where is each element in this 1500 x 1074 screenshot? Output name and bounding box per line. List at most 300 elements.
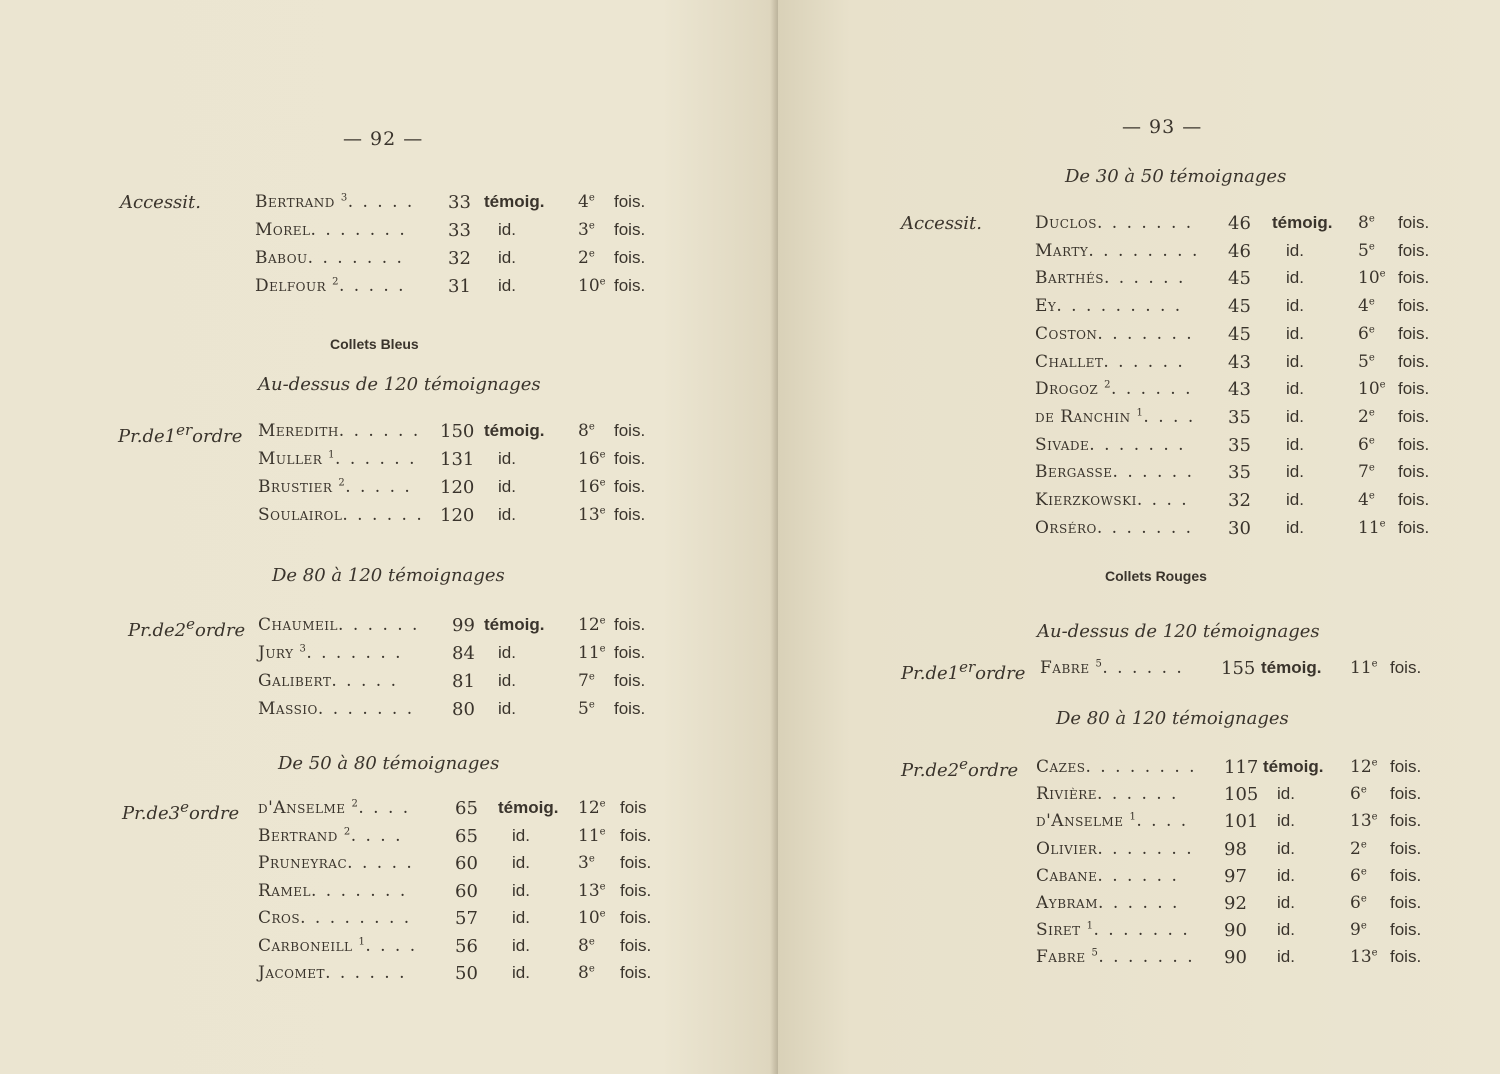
fois-label: fois (620, 798, 647, 817)
rank-ordinal (578, 192, 595, 212)
rank-number: 7 (578, 671, 589, 691)
rank-number: 8 (578, 421, 589, 441)
testimony-unit: id. (1286, 323, 1304, 343)
rank-suffix: e (1368, 462, 1375, 474)
rank-suffix: e (588, 192, 595, 204)
testimony-count: 99 (452, 615, 475, 636)
rank-suffix: e (588, 853, 595, 865)
leader-dots: . . . . (1136, 490, 1189, 510)
testimony-unit: id. (1277, 838, 1295, 858)
rank-number: 13 (1350, 947, 1372, 968)
testimony-count: 120 (440, 477, 475, 498)
footnote-mark: 3 (340, 192, 348, 204)
rank-ordinal (578, 908, 606, 928)
leader-dots: . . . . . . . (317, 699, 415, 719)
entry-name (1036, 839, 1194, 859)
testimony-unit: id. (512, 853, 530, 872)
fois-label: fois. (614, 248, 646, 267)
student-name: Bertrand (258, 825, 338, 846)
leader-dots: . . . . (358, 798, 411, 818)
rank-number: 4 (1358, 490, 1369, 510)
group-heading: De 50 à 80 témoignages (278, 753, 500, 774)
student-name: Jacomet (258, 963, 326, 983)
testimony-count: 46 (1228, 213, 1251, 234)
rank-suffix: e (599, 825, 606, 837)
rank-ordinal (578, 248, 595, 268)
student-name: Ramel (258, 880, 311, 901)
testimony-unit: id. (498, 276, 516, 295)
entry-name (258, 477, 412, 497)
testimony-count: 35 (1228, 462, 1251, 484)
entry-name (258, 615, 419, 635)
student-name: d'Anselme (258, 798, 346, 818)
testimony-count: 101 (1224, 811, 1259, 833)
student-name: Cros (258, 908, 301, 928)
testimony-unit: témoig. (484, 192, 545, 211)
rank-number: 6 (1350, 893, 1361, 913)
rank-ordinal (578, 853, 595, 873)
testimony-count: 120 (440, 505, 475, 526)
footnote-mark: 2 (332, 276, 339, 288)
rank-number: 5 (1358, 351, 1369, 372)
rank-suffix: e (1368, 351, 1375, 363)
student-name: Rivière (1036, 784, 1098, 805)
footnote-mark: 1 (1086, 920, 1094, 932)
testimony-unit: id. (1286, 517, 1304, 537)
testimony-unit: id. (1286, 296, 1304, 316)
leader-dots: . . . . . . (1112, 462, 1194, 483)
fois-label: fois. (1390, 784, 1422, 804)
leader-dots: . . . . . (347, 853, 414, 873)
rank-suffix: e (588, 671, 595, 683)
leader-dots: . . . . . . (1098, 893, 1180, 913)
leader-dots: . . . . . . . . (1085, 757, 1197, 777)
testimony-count: 31 (448, 276, 471, 297)
fois-label: fois. (1398, 490, 1430, 509)
prize-label: Pr.de2eordre (128, 615, 246, 641)
leader-dots: . . . . . (338, 276, 406, 296)
rank-ordinal (1350, 658, 1378, 678)
testimony-unit: id. (1286, 351, 1304, 371)
entry-name (258, 881, 407, 901)
testimony-unit: id. (498, 449, 516, 468)
fois-label: fois. (620, 908, 652, 927)
rank-ordinal (1350, 866, 1367, 886)
fois-label: fois. (614, 421, 646, 440)
rank-ordinal (578, 671, 595, 691)
rank-number: 6 (1350, 865, 1361, 886)
rank-suffix: e (1360, 784, 1367, 796)
student-name: Muller (258, 449, 323, 469)
student-name: Babou (255, 248, 308, 268)
testimony-unit: id. (1286, 268, 1304, 288)
group-heading: De 30 à 50 témoignages (1065, 166, 1287, 187)
rank-number: 11 (578, 825, 600, 846)
entry-name (258, 826, 403, 846)
testimony-unit: témoig. (1261, 658, 1322, 677)
rank-suffix: e (1368, 213, 1375, 225)
rank-number: 11 (578, 643, 600, 663)
fois-label: fois. (614, 192, 646, 211)
testimony-count: 46 (1228, 240, 1251, 262)
rank-ordinal (1358, 268, 1386, 288)
rank-number: 6 (1350, 784, 1361, 805)
student-name: Delfour (255, 276, 327, 296)
testimony-count: 92 (1224, 893, 1247, 914)
rank-ordinal (578, 220, 595, 240)
student-name: Duclos (1035, 213, 1097, 233)
rank-suffix: e (599, 449, 606, 461)
testimony-count: 43 (1228, 351, 1251, 373)
student-name: Chaumeil (258, 615, 339, 635)
rank-number: 10 (1358, 268, 1380, 289)
leader-dots: . . . . . . . (306, 643, 403, 663)
footnote-mark: 2 (338, 477, 346, 489)
entry-name (1035, 518, 1193, 538)
leader-dots: . . . . (1143, 406, 1196, 427)
leader-dots: . . . . . . (1097, 784, 1179, 805)
entry-name (1035, 213, 1193, 233)
rank-ordinal (578, 798, 606, 818)
entry-name (258, 421, 420, 441)
entry-name (1036, 893, 1179, 913)
testimony-unit: id. (1286, 379, 1304, 399)
student-name: Carboneill (258, 935, 353, 956)
testimony-count: 65 (455, 825, 478, 847)
entry-name (1035, 490, 1189, 510)
rank-number: 8 (1358, 213, 1369, 233)
leader-dots: . . . . . . (338, 421, 421, 441)
testimony-count: 155 (1221, 658, 1256, 679)
testimony-unit: id. (498, 220, 516, 239)
testimony-count: 35 (1228, 406, 1251, 428)
entry-name (1035, 241, 1199, 261)
rank-number: 6 (1358, 323, 1369, 344)
rank-suffix: e (599, 908, 606, 920)
group-heading: Au-dessus de 120 témoignages (1037, 621, 1320, 642)
entry-name (1040, 658, 1184, 678)
rank-number: 8 (578, 963, 589, 983)
entry-name (1036, 947, 1195, 967)
section-title: Collets Rouges (1105, 568, 1207, 584)
entry-name (258, 853, 414, 873)
entry-name (255, 248, 404, 268)
footnote-mark: 3 (299, 643, 307, 655)
testimony-count: 117 (1224, 757, 1259, 778)
fois-label: fois. (1390, 920, 1422, 940)
testimony-unit: id. (512, 880, 530, 900)
rank-ordinal (578, 936, 595, 956)
rank-suffix: e (1360, 838, 1367, 850)
testimony-unit: id. (1277, 811, 1295, 831)
student-name: Bertrand (255, 192, 335, 212)
testimony-unit: id. (498, 643, 516, 662)
rank-suffix: e (1360, 920, 1367, 932)
leader-dots: . . . . . (345, 477, 412, 497)
footnote-mark: 5 (1095, 658, 1103, 670)
rank-ordinal (1358, 490, 1375, 510)
entry-name (1035, 296, 1182, 316)
testimony-unit: id. (498, 477, 516, 496)
testimony-count: 32 (1228, 490, 1251, 511)
leader-dots: . . . . . . . (1098, 947, 1195, 968)
fois-label: fois. (1398, 351, 1430, 371)
rank-ordinal (578, 477, 606, 497)
leader-dots: . . . . (1136, 811, 1189, 832)
rank-ordinal (1350, 920, 1367, 940)
testimony-count: 45 (1228, 323, 1251, 345)
fois-label: fois. (1398, 379, 1430, 399)
group-heading: De 80 à 120 témoignages (272, 565, 505, 586)
rank-number: 10 (1358, 379, 1380, 400)
testimony-unit: témoig. (1263, 757, 1324, 776)
rank-number: 11 (1350, 658, 1372, 678)
entry-name (1035, 435, 1186, 455)
student-name: d'Anselme (1036, 811, 1124, 832)
fois-label: fois. (614, 643, 646, 662)
rank-ordinal (578, 699, 595, 719)
prize-label: Accessit. (120, 192, 201, 213)
testimony-unit: id. (1286, 490, 1304, 509)
leader-dots: . . . . . . . . (1088, 240, 1200, 261)
fois-label: fois. (1390, 838, 1422, 858)
student-name: Olivier (1036, 838, 1098, 859)
fois-label: fois. (1398, 213, 1430, 232)
rank-suffix: e (599, 276, 606, 288)
rank-number: 13 (578, 505, 600, 525)
fois-label: fois. (1398, 323, 1430, 343)
entry-name (258, 798, 410, 818)
rank-ordinal (1358, 352, 1375, 372)
testimony-unit: id. (512, 963, 530, 982)
testimony-unit: id. (498, 505, 516, 524)
rank-number: 8 (578, 935, 589, 956)
testimony-unit: id. (1286, 434, 1304, 454)
student-name: de Ranchin (1035, 406, 1131, 427)
entry-name (1036, 920, 1190, 940)
fois-label: fois. (614, 615, 646, 634)
testimony-count: 98 (1224, 838, 1247, 860)
rank-number: 5 (578, 699, 589, 719)
rank-suffix: e (1368, 296, 1375, 308)
leader-dots: . . . . . . . (1089, 434, 1186, 455)
fois-label: fois. (1398, 406, 1430, 426)
prize-label: Pr.de3eordre (122, 798, 240, 824)
testimony-count: 50 (455, 963, 478, 984)
footnote-mark: 2 (351, 798, 359, 810)
rank-ordinal (1358, 435, 1375, 455)
leader-dots: . . . . . . . . (300, 908, 412, 928)
rank-ordinal (1350, 947, 1378, 967)
rank-suffix: e (1379, 268, 1386, 280)
testimony-count: 84 (452, 643, 475, 664)
rank-ordinal (1358, 379, 1386, 399)
testimony-unit: id. (1277, 893, 1295, 912)
rank-suffix: e (1360, 893, 1367, 905)
rank-number: 11 (1358, 517, 1380, 538)
testimony-unit: id. (512, 825, 530, 845)
testimony-count: 60 (455, 880, 478, 902)
page-number: — 92 — (343, 128, 424, 150)
rank-ordinal (1358, 213, 1375, 233)
fois-label: fois. (620, 853, 652, 872)
fois-label: fois. (614, 699, 646, 718)
rank-suffix: e (599, 477, 606, 489)
rank-ordinal (578, 881, 606, 901)
group-heading: De 80 à 120 témoignages (1056, 708, 1289, 729)
entry-name (258, 505, 424, 525)
rank-suffix: e (1368, 241, 1375, 253)
testimony-unit: id. (1286, 462, 1304, 482)
testimony-unit: témoig. (484, 615, 545, 634)
student-name: Bergasse (1035, 462, 1113, 483)
student-name: Fabre (1036, 947, 1086, 968)
rank-suffix: e (1371, 811, 1378, 823)
rank-ordinal (1350, 839, 1367, 859)
student-name: Sivade (1035, 434, 1090, 455)
student-name: Coston (1035, 323, 1098, 344)
rank-ordinal (578, 505, 606, 525)
student-name: Fabre (1040, 658, 1090, 678)
student-name: Kierzkowski (1035, 490, 1137, 510)
leader-dots: . . . . (350, 825, 403, 846)
fois-label: fois. (1398, 296, 1430, 316)
rank-suffix: e (1379, 379, 1386, 391)
rank-suffix: e (1368, 490, 1375, 502)
leader-dots: . . . . . . (1103, 351, 1185, 372)
rank-suffix: e (599, 615, 606, 627)
rank-number: 2 (578, 248, 589, 268)
rank-number: 5 (1358, 240, 1369, 261)
testimony-unit: id. (498, 671, 516, 690)
rank-number: 3 (578, 853, 589, 873)
student-name: Barthés (1035, 268, 1104, 289)
testimony-count: 97 (1224, 865, 1247, 887)
rank-number: 7 (1358, 462, 1369, 483)
rank-suffix: e (588, 248, 595, 260)
rank-ordinal (1358, 241, 1375, 261)
rank-suffix: e (599, 798, 606, 810)
prize-label: Accessit. (901, 213, 982, 234)
entry-name (255, 220, 407, 240)
leader-dots: . . . . . . . (1097, 323, 1194, 344)
fois-label: fois. (614, 220, 646, 239)
testimony-count: 43 (1228, 379, 1251, 401)
fois-label: fois. (614, 477, 646, 496)
footnote-mark: 2 (1104, 379, 1112, 391)
fois-label: fois. (1390, 658, 1422, 677)
rank-suffix: e (1371, 658, 1378, 670)
rank-ordinal (1358, 407, 1375, 427)
rank-suffix: e (588, 935, 595, 947)
student-name: Soulairol (258, 505, 343, 525)
testimony-unit: id. (512, 908, 530, 927)
leader-dots: . . . . . . (338, 615, 420, 635)
fois-label: fois. (620, 825, 652, 845)
footnote-mark: 1 (1136, 407, 1144, 419)
entry-name (1036, 784, 1178, 804)
leader-dots: . . . . . . (1097, 865, 1179, 886)
prize-label: Pr.de1erordre (118, 421, 243, 447)
testimony-unit: id. (512, 935, 530, 955)
rank-number: 16 (578, 449, 600, 469)
footnote-mark: 5 (1091, 947, 1099, 959)
testimony-count: 81 (452, 671, 475, 692)
testimony-unit: id. (1286, 240, 1304, 260)
entry-name (1035, 407, 1195, 427)
rank-number: 2 (1350, 838, 1361, 859)
rank-number: 10 (578, 276, 600, 296)
leader-dots: . . . . (365, 935, 418, 956)
prize-label: Pr.de1erordre (901, 658, 1026, 684)
rank-number: 12 (1350, 757, 1372, 777)
prize-label: Pr.de2eordre (901, 755, 1019, 781)
rank-ordinal (1358, 462, 1375, 482)
entry-name (1036, 811, 1188, 831)
page-number: — 93 — (1122, 116, 1203, 138)
entry-name (255, 192, 414, 212)
entry-name (258, 671, 398, 691)
student-name: Ey (1035, 296, 1057, 317)
fois-label: fois. (620, 963, 652, 982)
testimony-unit: id. (1277, 784, 1295, 804)
entry-name (1035, 379, 1193, 399)
rank-ordinal (578, 421, 595, 441)
student-name: Jury (258, 643, 294, 663)
entry-name (1036, 866, 1179, 886)
testimony-count: 30 (1228, 517, 1251, 539)
group-heading: Au-dessus de 120 témoignages (258, 374, 541, 395)
student-name: Siret (1036, 920, 1081, 941)
rank-suffix: e (1371, 757, 1378, 769)
rank-number: 3 (578, 220, 589, 240)
entry-name (258, 643, 403, 663)
rank-suffix: e (599, 505, 606, 517)
leader-dots: . . . . . . . . . (1056, 296, 1183, 317)
testimony-count: 131 (440, 449, 475, 470)
rank-number: 12 (578, 798, 600, 818)
student-name: Meredith (258, 421, 339, 441)
rank-ordinal (1358, 296, 1375, 316)
rank-ordinal (578, 276, 606, 296)
rank-number: 13 (578, 880, 600, 901)
right-page (778, 0, 1500, 1074)
rank-ordinal (578, 449, 606, 469)
fois-label: fois. (614, 505, 646, 524)
footnote-mark: 1 (328, 449, 336, 461)
testimony-count: 90 (1224, 920, 1247, 942)
fois-label: fois. (614, 276, 646, 295)
rank-ordinal (1358, 324, 1375, 344)
rank-suffix: e (1371, 947, 1378, 959)
fois-label: fois. (1390, 811, 1422, 831)
entry-name (1036, 757, 1197, 777)
testimony-count: 56 (455, 935, 478, 957)
rank-number: 13 (1350, 811, 1372, 832)
section-title: Collets Bleus (330, 336, 419, 352)
fois-label: fois. (1398, 517, 1430, 537)
testimony-unit: témoig. (498, 798, 559, 817)
testimony-unit: id. (1286, 406, 1304, 426)
testimony-count: 90 (1224, 947, 1247, 969)
leader-dots: . . . . . . . (1096, 517, 1194, 538)
testimony-count: 57 (455, 908, 478, 929)
rank-number: 10 (578, 908, 600, 928)
fois-label: fois. (1398, 268, 1430, 288)
testimony-count: 60 (455, 853, 478, 874)
testimony-count: 80 (452, 699, 475, 720)
student-name: Morel (255, 220, 311, 240)
